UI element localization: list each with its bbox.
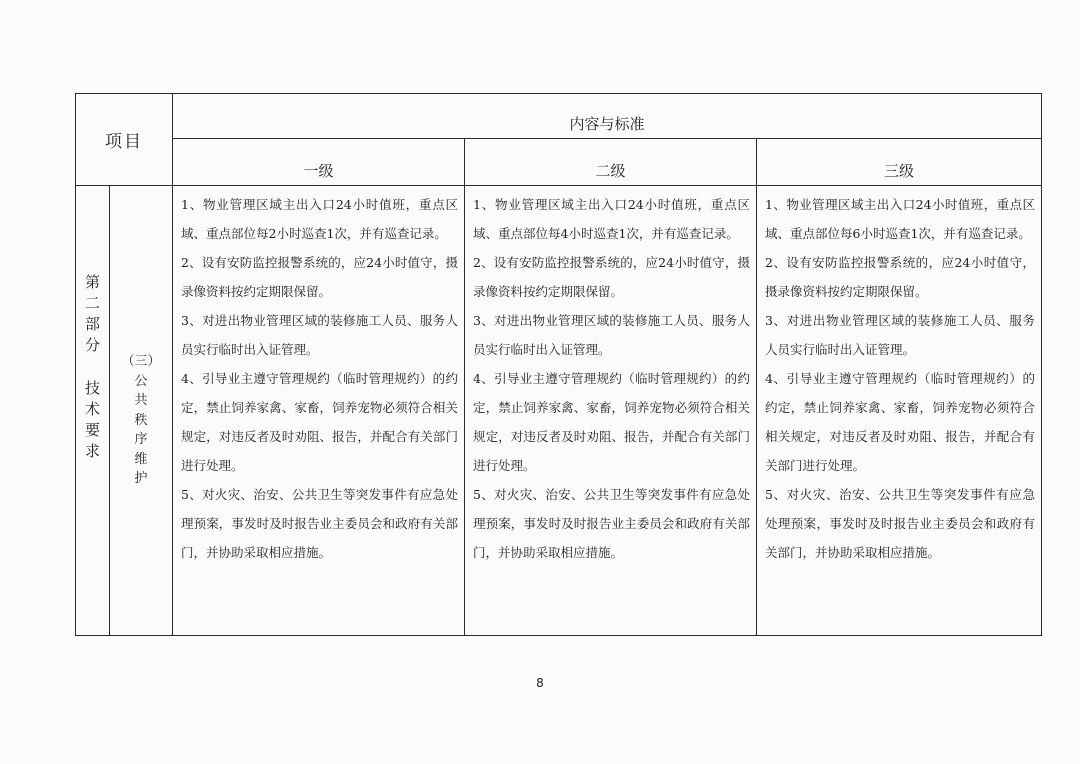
level-2-item: 1、物业管理区域主出入口24小时值班，重点区域、重点部位每4小时巡查1次，并有巡查记录。 bbox=[473, 197, 750, 241]
sub-label bbox=[121, 352, 161, 489]
level-3-content-cell bbox=[757, 186, 1042, 636]
header-level-1 bbox=[173, 139, 465, 186]
level-2-content-cell bbox=[465, 186, 757, 636]
level-2-label: 二级 bbox=[595, 162, 626, 180]
level-2-item: 4、引导业主遵守管理规约（临时管理规约）的约定，禁止饲养家禽、家畜，饲养宠物必须符合相关规定，对违反者及时劝阻、报告，并配合有关部门进行处理。 bbox=[473, 371, 750, 473]
header-row-levels bbox=[76, 139, 1042, 186]
sub-label-text: 公共秩序维护 bbox=[134, 373, 148, 486]
level-2-item: 2、设有安防监控报警系统的，应24小时值守，摄录像资料按约定期限保留。 bbox=[473, 255, 750, 299]
sub-label-cell bbox=[110, 186, 173, 636]
level-3-item: 4、引导业主遵守管理规约（临时管理规约）的约定，禁止饲养家禽、家畜，饲养宠物必须符合相关规定，对违反者及时劝阻、报告，并配合有关部门进行处理。 bbox=[765, 371, 1036, 473]
header-level-3 bbox=[757, 139, 1042, 186]
level-3-item: 3、对进出物业管理区域的装修施工人员、服务人员实行临时出入证管理。 bbox=[765, 313, 1036, 357]
part-label-bottom: 技术要求 bbox=[84, 379, 100, 460]
level-1-item: 3、对进出物业管理区域的装修施工人员、服务人员实行临时出入证管理。 bbox=[181, 313, 458, 357]
level-2-item: 3、对进出物业管理区域的装修施工人员、服务人员实行临时出入证管理。 bbox=[473, 313, 750, 357]
header-content-label: 内容与标准 bbox=[569, 115, 645, 133]
part-label-cell bbox=[76, 186, 110, 636]
level-3-item: 2、设有安防监控报警系统的，应24小时值守，摄录像资料按约定期限保留。 bbox=[765, 255, 1036, 299]
level-2-item: 5、对火灾、治安、公共卫生等突发事件有应急处理预案，事发时及时报告业主委员会和政府有关部门，并协助采取相应措施。 bbox=[473, 487, 750, 560]
level-1-item: 1、物业管理区域主出入口24小时值班，重点区域、重点部位每2小时巡查1次，并有巡查记录。 bbox=[181, 197, 458, 241]
header-item-label: 项目 bbox=[105, 132, 143, 152]
level-1-item: 2、设有安防监控报警系统的，应24小时值守，摄录像资料按约定期限保留。 bbox=[181, 255, 458, 299]
sub-number: （三） bbox=[121, 354, 161, 369]
page-number: 8 bbox=[536, 676, 544, 690]
level-1-content-cell bbox=[173, 186, 465, 636]
level-3-label: 三级 bbox=[884, 162, 915, 180]
level-1-label: 一级 bbox=[303, 162, 334, 180]
level-3-item: 5、对火灾、治安、公共卫生等突发事件有应急处理预案，事发时及时报告业主委员会和政府有关部门，并协助采取相应措施。 bbox=[765, 487, 1036, 560]
level-1-item: 4、引导业主遵守管理规约（临时管理规约）的约定，禁止饲养家禽、家畜，饲养宠物必须符合相关规定，对违反者及时劝阻、报告，并配合有关部门进行处理。 bbox=[181, 371, 458, 473]
header-row-content bbox=[76, 94, 1042, 139]
standards-table bbox=[75, 93, 1042, 636]
level-3-item: 1、物业管理区域主出入口24小时值班，重点区域、重点部位每6小时巡查1次，并有巡查记录。 bbox=[765, 197, 1036, 241]
content-row bbox=[76, 186, 1042, 636]
header-content-cell bbox=[173, 94, 1042, 139]
header-level-2 bbox=[465, 139, 757, 186]
part-label-top: 第二部分 bbox=[84, 273, 100, 354]
level-1-item: 5、对火灾、治安、公共卫生等突发事件有应急处理预案，事发时及时报告业主委员会和政府有关部门，并协助采取相应措施。 bbox=[181, 487, 458, 560]
header-item-cell bbox=[76, 94, 173, 186]
part-label bbox=[84, 272, 102, 462]
